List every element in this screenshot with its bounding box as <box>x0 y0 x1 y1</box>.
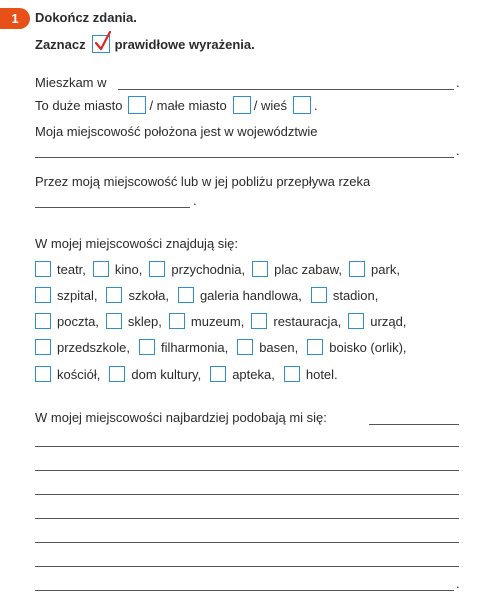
place-option[interactable] <box>149 261 245 277</box>
checkbox-kino[interactable] <box>93 261 109 277</box>
checkbox-poczta[interactable] <box>35 313 51 329</box>
place-option[interactable] <box>35 261 86 277</box>
town-size-row <box>35 95 318 115</box>
exercise-number-badge <box>0 8 30 29</box>
checkbox-przedszkole[interactable] <box>35 339 51 355</box>
place-label: teatr, <box>57 261 86 277</box>
sentence-river: Przez moją miejscowość lub w jej pobliżu przepływa rzeka <box>35 174 371 189</box>
checkbox-szkola[interactable] <box>106 287 122 303</box>
exercise-instruction <box>35 35 255 53</box>
place-option[interactable] <box>106 313 162 329</box>
period: . <box>193 193 197 208</box>
checkbox-basen[interactable] <box>237 339 253 355</box>
checkbox-dom-kultury[interactable] <box>109 366 125 382</box>
answer-line-town[interactable] <box>118 89 454 90</box>
answer-line-favorites[interactable] <box>35 446 459 447</box>
place-option[interactable] <box>35 366 100 382</box>
place-label: boisko (orlik), <box>329 339 407 355</box>
checkbox-teatr[interactable] <box>35 261 51 277</box>
sentence-voivodeship: Moja miejscowość położona jest w województwie <box>35 124 318 139</box>
answer-line-favorites[interactable] <box>369 424 459 425</box>
places-row <box>35 337 407 357</box>
exercise-number: 1 <box>11 11 19 26</box>
place-option[interactable] <box>169 313 244 329</box>
instruction-after: prawidłowe wyrażenia. <box>114 36 255 52</box>
place-option[interactable] <box>106 287 168 303</box>
place-option[interactable] <box>311 287 379 303</box>
checkbox-galeria-handlowa[interactable] <box>178 287 194 303</box>
place-label: szpital, <box>57 287 98 303</box>
place-label: kino, <box>114 261 143 277</box>
checkbox-urzad[interactable] <box>348 313 364 329</box>
places-row <box>35 311 406 331</box>
place-label: przedszkole, <box>57 339 130 355</box>
checkbox-filharmonia[interactable] <box>139 339 155 355</box>
place-option[interactable] <box>252 261 342 277</box>
place-option[interactable] <box>178 287 302 303</box>
place-label: park, <box>371 261 400 277</box>
place-option[interactable] <box>237 339 298 355</box>
place-option[interactable] <box>35 313 99 329</box>
answer-line-favorites[interactable] <box>35 494 459 495</box>
checkbox-plac-zabaw[interactable] <box>252 261 268 277</box>
checkbox-park[interactable] <box>349 261 365 277</box>
places-row <box>35 259 400 279</box>
checkbox-szpital[interactable] <box>35 287 51 303</box>
place-label: poczta, <box>57 313 99 329</box>
label-small-town: / małe miasto <box>149 97 227 113</box>
places-row <box>35 285 378 305</box>
place-option[interactable] <box>139 339 228 355</box>
answer-line-favorites[interactable] <box>35 542 459 543</box>
place-option[interactable] <box>210 366 275 382</box>
place-label: przychodnia, <box>171 261 246 277</box>
checkbox-stadion[interactable] <box>311 287 327 303</box>
place-label: urząd, <box>370 313 407 329</box>
answer-line-river[interactable] <box>35 207 190 208</box>
place-label: restauracja, <box>273 313 342 329</box>
answer-line-voivodeship[interactable] <box>35 157 454 158</box>
place-label: dom kultury, <box>131 366 202 382</box>
answer-line-favorites[interactable] <box>35 590 454 591</box>
label-big-town: To duże miasto <box>35 97 123 113</box>
sample-checkbox <box>92 35 110 53</box>
places-row <box>35 364 338 384</box>
checkbox-przychodnia[interactable] <box>149 261 165 277</box>
place-label: kościół, <box>57 366 101 382</box>
checkbox-kosciol[interactable] <box>35 366 51 382</box>
period: . <box>456 143 460 158</box>
checkbox-boisko[interactable] <box>307 339 323 355</box>
checkbox-sklep[interactable] <box>106 313 122 329</box>
place-label: sklep, <box>127 313 162 329</box>
checkbox-hotel[interactable] <box>284 366 300 382</box>
place-label: szkoła, <box>128 287 169 303</box>
place-option[interactable] <box>35 339 130 355</box>
period: . <box>456 576 460 591</box>
exercise-title: Dokończ zdania. <box>35 10 137 25</box>
label-village: / wieś <box>253 97 287 113</box>
places-intro: W mojej miejscowości znajdują się: <box>35 236 239 251</box>
checkbox-small-town[interactable] <box>233 96 251 114</box>
answer-line-favorites[interactable] <box>35 566 459 567</box>
place-label: muzeum, <box>190 313 245 329</box>
sentence-live-in: Mieszkam w <box>35 75 107 90</box>
checkbox-restauracja[interactable] <box>251 313 267 329</box>
place-label: filharmonia, <box>160 339 229 355</box>
place-label: hotel. <box>305 366 338 382</box>
period: . <box>313 97 318 113</box>
place-option[interactable] <box>348 313 406 329</box>
favorites-prompt: W mojej miejscowości najbardziej podobają mi się: <box>35 410 327 425</box>
place-option[interactable] <box>109 366 201 382</box>
checkbox-apteka[interactable] <box>210 366 226 382</box>
instruction-before: Zaznacz <box>35 36 86 52</box>
place-option[interactable] <box>93 261 142 277</box>
place-label: apteka, <box>232 366 275 382</box>
place-option[interactable] <box>284 366 338 382</box>
checkbox-big-town[interactable] <box>128 96 146 114</box>
place-option[interactable] <box>35 287 97 303</box>
place-option[interactable] <box>251 313 341 329</box>
period: . <box>456 75 460 90</box>
place-label: basen, <box>259 339 299 355</box>
checkbox-muzeum[interactable] <box>169 313 185 329</box>
checkbox-village[interactable] <box>293 96 311 114</box>
checkmark-icon <box>94 30 112 52</box>
place-label: stadion, <box>332 287 379 303</box>
answer-line-favorites[interactable] <box>35 518 459 519</box>
place-label: galeria handlowa, <box>199 287 302 303</box>
place-option[interactable] <box>349 261 400 277</box>
place-label: plac zabaw, <box>274 261 343 277</box>
answer-line-favorites[interactable] <box>35 470 459 471</box>
place-option[interactable] <box>307 339 406 355</box>
